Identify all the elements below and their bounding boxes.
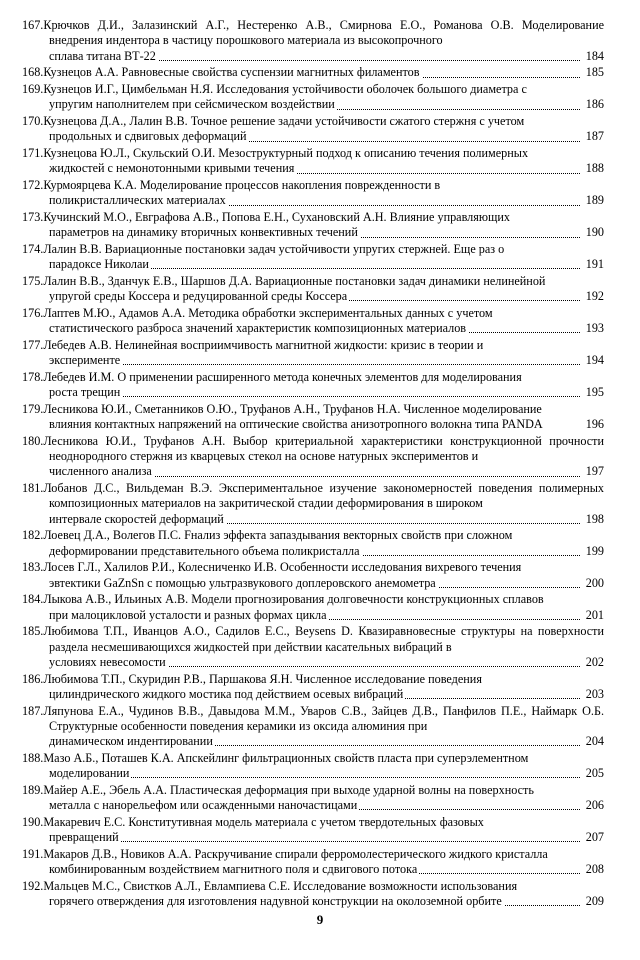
toc-entry-number: 181.	[22, 481, 44, 496]
toc-entry-title-text: численного анализа	[49, 464, 152, 479]
toc-entry-page: 202	[585, 654, 604, 669]
toc-entry-title-text: Кузнецов А.А. Равновесные свойства суспензии магнитных филаментов	[43, 65, 420, 80]
toc-entry	[22, 370, 604, 401]
toc-entry-number: 183.	[22, 560, 44, 575]
toc-entry-title-end	[49, 608, 329, 622]
toc-entry-leader-line	[49, 512, 604, 527]
toc-entry-page: 209	[585, 894, 604, 909]
toc-entry	[22, 178, 604, 209]
toc-entry-number: 191.	[22, 846, 44, 861]
toc-entry-title-end	[49, 257, 151, 271]
toc-entry	[22, 82, 604, 113]
toc-entry-text	[22, 82, 604, 97]
toc-entry-page: 208	[585, 862, 604, 877]
toc-entry-page: 192	[585, 289, 604, 304]
toc-entry-title-text: превращений	[49, 830, 119, 845]
toc-entry-title-text: упругим наполнителем при сейсмическом воздействии	[49, 97, 335, 112]
toc-entry-title-text: условиях невесомости	[49, 654, 166, 669]
toc-entry-text	[22, 434, 604, 465]
toc-entry-page: 184	[585, 48, 604, 63]
toc-entry	[22, 242, 604, 273]
toc-entry-title-end	[49, 576, 438, 590]
toc-entry-leader-line	[49, 289, 604, 304]
toc-entry-title-end	[49, 766, 131, 780]
toc-entry-title-text: параметров на динамику вторичных конвективных течений	[49, 225, 358, 240]
toc-entry-title-text: при малоцикловой усталости и разных формах цикла	[49, 607, 327, 622]
toc-entry-text	[22, 210, 604, 225]
toc-entry-text	[22, 18, 604, 49]
toc-entry-leader-line	[49, 225, 604, 240]
toc-entry-title-end	[22, 65, 422, 79]
toc-entry-title-end	[49, 321, 468, 335]
toc-entry-page: 205	[585, 766, 604, 781]
toc-entry-text	[22, 704, 604, 735]
toc-entry-title: Любимова Т.П., Иванцов А.О., Садилов Е.С., Beysens D. Квазиравновесные структуры на поверхности раздела несмешивающихся жидкостей при действии касательных вибраций в	[43, 624, 604, 654]
toc-entry-page: 196	[585, 417, 604, 432]
toc-entry-leader-line	[49, 257, 604, 272]
toc-entry-text	[22, 815, 604, 830]
toc-entry-title-end	[49, 385, 122, 399]
toc-entry-title-text: горячего отверждения для изготовления надувной конструкции на околоземной орбите	[49, 894, 502, 909]
toc-entry	[22, 704, 604, 750]
toc-entry	[22, 338, 604, 369]
toc-entry-title: Курмоярцева К.А. Моделирование процессов накопления поврежденности в	[43, 177, 441, 192]
toc-entry-leader-line	[49, 353, 604, 368]
toc-entry	[22, 65, 604, 80]
toc-entry-text	[22, 402, 604, 417]
toc-entry-title-text: парадоксе Николаи	[49, 257, 149, 272]
toc-entry-number: 170.	[22, 113, 44, 128]
toc-entry-number: 176.	[22, 305, 44, 320]
dot-leader	[49, 396, 580, 397]
toc-entry-title: Лосев Г.Л., Халилов Р.И., Колесниченко И.В. Особенности исследования вихревого течения	[43, 560, 522, 575]
toc-entry-title: Макаров Д.В., Новиков А.А. Раскручивание спирали ферромолестерического жидкого кристалла	[43, 846, 548, 861]
toc-entry-page: 206	[585, 798, 604, 813]
toc-entry-leader-line	[49, 655, 604, 670]
toc-entry-page: 191	[585, 257, 604, 272]
toc-entry-title-text: металла с нанорельефом или осажденными наночастицами	[49, 798, 358, 813]
toc-entry	[22, 146, 604, 177]
toc-entry	[22, 481, 604, 527]
toc-entry-number: 179.	[22, 401, 44, 416]
toc-entry-page: 201	[585, 607, 604, 622]
toc-entry	[22, 434, 604, 480]
toc-entry-leader-line	[49, 894, 604, 909]
toc-entry-number: 188.	[22, 750, 44, 765]
dot-leader	[49, 364, 580, 365]
toc-entry-title-text: влияния контактных напряжений на оптические свойства анизотропного волокна типа PANDA	[49, 417, 543, 432]
toc-entry-text	[22, 592, 604, 607]
toc-entry-leader-line	[49, 687, 604, 702]
toc-entry-title-text: поликристаллических материалах	[49, 193, 226, 208]
toc-entry-title-end	[49, 894, 504, 908]
toc-entry-leader-line	[49, 385, 604, 400]
toc-entry	[22, 528, 604, 559]
toc-entry-title: Любимова Т.П., Скуридин Р.В., Паршакова Я.Н. Численное исследование поведения	[43, 671, 482, 686]
toc-entry-title: Лебедев А.В. Нелинейная восприимчивость магнитной жидкости: кризис в теории и	[43, 337, 484, 352]
toc-entry-number: 172.	[22, 177, 44, 192]
toc-entry-text	[22, 624, 604, 655]
toc-entry	[22, 210, 604, 241]
toc-entry-title-text: эксперименте	[49, 353, 121, 368]
toc-entry-leader-line	[49, 417, 604, 432]
toc-entry	[22, 879, 604, 910]
toc-entry-text	[22, 672, 604, 687]
toc-entry	[22, 815, 604, 846]
page-number: 9	[316, 912, 324, 927]
toc-entry	[22, 783, 604, 814]
toc-entry-text	[22, 146, 604, 161]
toc-entry-leader-line	[49, 49, 604, 64]
toc-entry-text	[22, 178, 604, 193]
toc-entry-title-end	[49, 289, 349, 303]
toc-entry-title: Лыкова А.В., Ильиных А.В. Модели прогнозирования долговечности конструкционных сплавов	[43, 592, 544, 607]
toc-entry-page: 194	[585, 353, 604, 368]
toc-entry-title-end	[49, 655, 168, 669]
toc-entry-title-end	[49, 544, 362, 558]
toc-entry-title: Лебедев И.М. О применении расширенного метода конечных элементов для моделирования	[43, 369, 522, 384]
toc-entry-title: Кузнецов И.Г., Цимбельман Н.Я. Исследования устойчивости оболочек большого диаметра с	[43, 81, 527, 96]
toc-entry-page: 199	[585, 543, 604, 558]
toc-entry-title: Крючков Д.И., Залазинский А.Г., Нестеренко А.В., Смирнова Е.О., Романова О.В. Моделирование внедрения индентора в частицу порошкового материала из высокопрочного	[43, 18, 604, 48]
toc-entry	[22, 18, 604, 64]
toc-entry-text	[22, 481, 604, 512]
toc-entry-number: 182.	[22, 528, 44, 543]
toc-entry-leader-line	[49, 161, 604, 176]
toc-entry-title-text: цилиндрического жидкого мостика под действием осевых вибраций	[49, 686, 404, 701]
toc-entry-page: 198	[585, 511, 604, 526]
toc-entry-text	[22, 114, 604, 129]
toc-entry-text	[22, 370, 604, 385]
toc-entry-leader-line	[49, 129, 604, 144]
toc-entry-text	[22, 783, 604, 798]
toc-entry-leader-line	[49, 798, 604, 813]
toc-entry-page: 195	[585, 385, 604, 400]
toc-entry-title-end	[49, 830, 121, 844]
toc-entry-leader-line	[49, 608, 604, 623]
toc-entry	[22, 751, 604, 782]
toc-entry-leader-line	[49, 97, 604, 112]
toc-entry	[22, 274, 604, 305]
toc-entry-page: 193	[585, 321, 604, 336]
toc-page	[22, 18, 604, 911]
toc-entry-title: Лесникова Ю.И., Труфанов А.Н. Выбор критериальной характеристики конструкционной прочности неоднородного стержня из кварцевых стекол на основе натурных экспериментов и	[43, 433, 604, 464]
toc-entry-number: 184.	[22, 592, 44, 607]
toc-entry-title-text: продольных и сдвиговых деформаций	[49, 129, 247, 144]
toc-entry-number: 178.	[22, 369, 44, 384]
toc-entry-text	[22, 242, 604, 257]
toc-entry-number: 174.	[22, 241, 44, 256]
toc-entry-text	[22, 338, 604, 353]
toc-entry	[22, 847, 604, 878]
toc-entry	[22, 624, 604, 670]
toc-entry-title-end	[49, 97, 337, 111]
toc-entry-title-end	[49, 734, 215, 748]
dot-leader	[49, 841, 580, 842]
toc-entry-title-text: деформировании представительного объема поликристалла	[49, 543, 360, 558]
toc-entry-title-text: интервале скоростей деформаций	[49, 511, 224, 526]
toc-entry	[22, 592, 604, 623]
toc-entry-number: 175.	[22, 273, 44, 288]
toc-entry-text	[22, 560, 604, 575]
toc-entry-number: 173.	[22, 209, 44, 224]
toc-entry-title-end	[49, 49, 158, 63]
toc-entry-title-text: статистического разброса значений характеристик композиционных материалов	[49, 321, 467, 336]
toc-entry-title-end	[49, 687, 405, 701]
toc-entry-leader-line	[49, 544, 604, 559]
toc-entry-title-end	[49, 225, 360, 239]
toc-entry-title-end	[49, 129, 249, 143]
toc-entry	[22, 560, 604, 591]
toc-entry-title: Кучинский М.О., Евграфова А.В., Попова Е.Н., Сухановский А.Н. Влияние управляющих	[43, 209, 510, 224]
toc-entry-title-end	[49, 798, 359, 812]
toc-entry-title: Майер А.Е., Эбель А.А. Пластическая деформация при выходе ударной волны на поверхность	[43, 782, 534, 797]
toc-entry-text	[22, 751, 604, 766]
toc-entry-title-text: эвтектики GaZnSn с помощью ультразвукового доплеровского анемометра	[49, 575, 436, 590]
toc-entry-title: Кузнецова Ю.Л., Скульский О.И. Мезоструктурный подход к описанию течения полимерных	[43, 145, 529, 160]
toc-entry-title-text: упругой среды Коссера и редуцированной среды Коссера	[49, 289, 348, 304]
toc-entry-title-text: моделировании	[49, 766, 130, 781]
toc-entry-page: 200	[585, 575, 604, 590]
toc-entry-number: 168.	[22, 65, 44, 80]
toc-entry-page: 187	[585, 129, 604, 144]
toc-entry-text	[22, 879, 604, 894]
toc-entry-number: 186.	[22, 671, 44, 686]
toc-entry-title-end	[49, 193, 228, 207]
toc-entry-title-end	[49, 862, 419, 876]
toc-entry-title: Мальцев М.С., Свистков А.Л., Евлампиева С.Е. Исследование возможности использования	[43, 878, 518, 893]
toc-entry-title-end	[49, 417, 545, 431]
toc-entry-title: Лоевец Д.А., Волегов П.С. Fнализ эффекта запаздывания векторных свойств при сложном	[43, 528, 513, 543]
toc-entry-title-text: роста трещин	[49, 385, 121, 400]
toc-entry-title-text: жидкостей с немонотонными кривыми течения	[49, 161, 295, 176]
toc-entry-leader-line	[49, 576, 604, 591]
toc-entry-title-end	[49, 512, 226, 526]
toc-entry-page: 188	[585, 161, 604, 176]
toc-entry-leader-line	[49, 862, 604, 877]
toc-entry-text	[22, 306, 604, 321]
toc-entry-title: Лалин В.В., Зданчук Е.В., Шаршов Д.А. Вариационные постановки задач динамики нелинейной	[43, 273, 546, 288]
toc-entry-leader-line	[49, 321, 604, 336]
toc-entry-number: 185.	[22, 624, 44, 639]
toc-entry-text	[22, 847, 604, 862]
toc-entry-page: 190	[585, 225, 604, 240]
toc-entry-number: 169.	[22, 81, 44, 96]
toc-entry-title-end	[49, 464, 154, 478]
toc-entry-leader-line	[49, 830, 604, 845]
toc-entry-leader-line	[22, 65, 604, 80]
toc-entry-page: 207	[585, 830, 604, 845]
toc-entry-title: Мазо А.Б., Поташев К.А. Апскейлинг фильтрационных свойств пласта при суперэлементном	[43, 750, 529, 765]
toc-entry-title: Макаревич Е.С. Конститутивная модель материала с учетом твердотельных фазовых	[43, 814, 484, 829]
toc-entry-number: 187.	[22, 703, 44, 718]
toc-entry	[22, 114, 604, 145]
toc-entry-title-text: комбинированным воздействием магнитного поля и сдвигового потока	[49, 862, 418, 877]
toc-entry-title: Лобанов Д.С., Вильдеман В.Э. Экспериментальное изучение закономерностей поведения полимерных композиционных материалов на закритической стадии деформирования в широком	[43, 481, 604, 511]
toc-entry	[22, 306, 604, 337]
toc-entry-page: 185	[585, 65, 604, 80]
toc-entry-page: 204	[585, 734, 604, 749]
toc-entry-title-end	[49, 353, 122, 367]
toc-entry-title: Лалин В.В. Вариационные постановки задач устойчивости упругих стержней. Еще раз о	[43, 241, 505, 256]
toc-entry-title: Лесникова Ю.И., Сметанников О.Ю., Труфанов А.Н., Труфанов Н.А. Численное моделирование	[43, 401, 542, 416]
toc-entry-page: 189	[585, 193, 604, 208]
toc-entry-title-text: динамическом индентировании	[49, 734, 213, 749]
toc-entry-title-text: сплава титана ВТ-22	[49, 48, 156, 63]
toc-entry-number: 189.	[22, 782, 44, 797]
toc-entry-page: 197	[585, 464, 604, 479]
toc-entry-number: 167.	[22, 18, 44, 32]
toc-entry-text	[22, 528, 604, 543]
toc-entry-number: 190.	[22, 814, 44, 829]
toc-entry-text	[22, 274, 604, 289]
toc-entry-leader-line	[49, 193, 604, 208]
toc-entry-number: 180.	[22, 433, 44, 448]
toc-entry-title-end	[49, 161, 296, 175]
toc-entry-number: 171.	[22, 145, 44, 160]
toc-entry-leader-line	[49, 464, 604, 479]
toc-entry-page: 203	[585, 686, 604, 701]
toc-entry-page: 186	[585, 97, 604, 112]
toc-entry-number: 192.	[22, 878, 44, 893]
toc-entry-leader-line	[49, 766, 604, 781]
toc-entry	[22, 672, 604, 703]
toc-entry-title: Кузнецова Д.А., Лалин В.В. Точное решение задачи устойчивости сжатого стержня с учетом	[43, 113, 525, 128]
toc-entry-title: Лаптев М.Ю., Адамов А.А. Методика обработки экспериментальных данных с учетом	[43, 305, 493, 320]
toc-entry-title: Ляпунова Е.А., Чудинов В.В., Давыдова М.М., Уваров С.В., Зайцев Д.В., Панфилов П.Е., Наймарк О.Б. Структурные особенности поведения керамики из оксида алюминия при	[43, 703, 604, 733]
toc-entry	[22, 402, 604, 433]
toc-entry-leader-line	[49, 734, 604, 749]
toc-entry-number: 177.	[22, 337, 44, 352]
